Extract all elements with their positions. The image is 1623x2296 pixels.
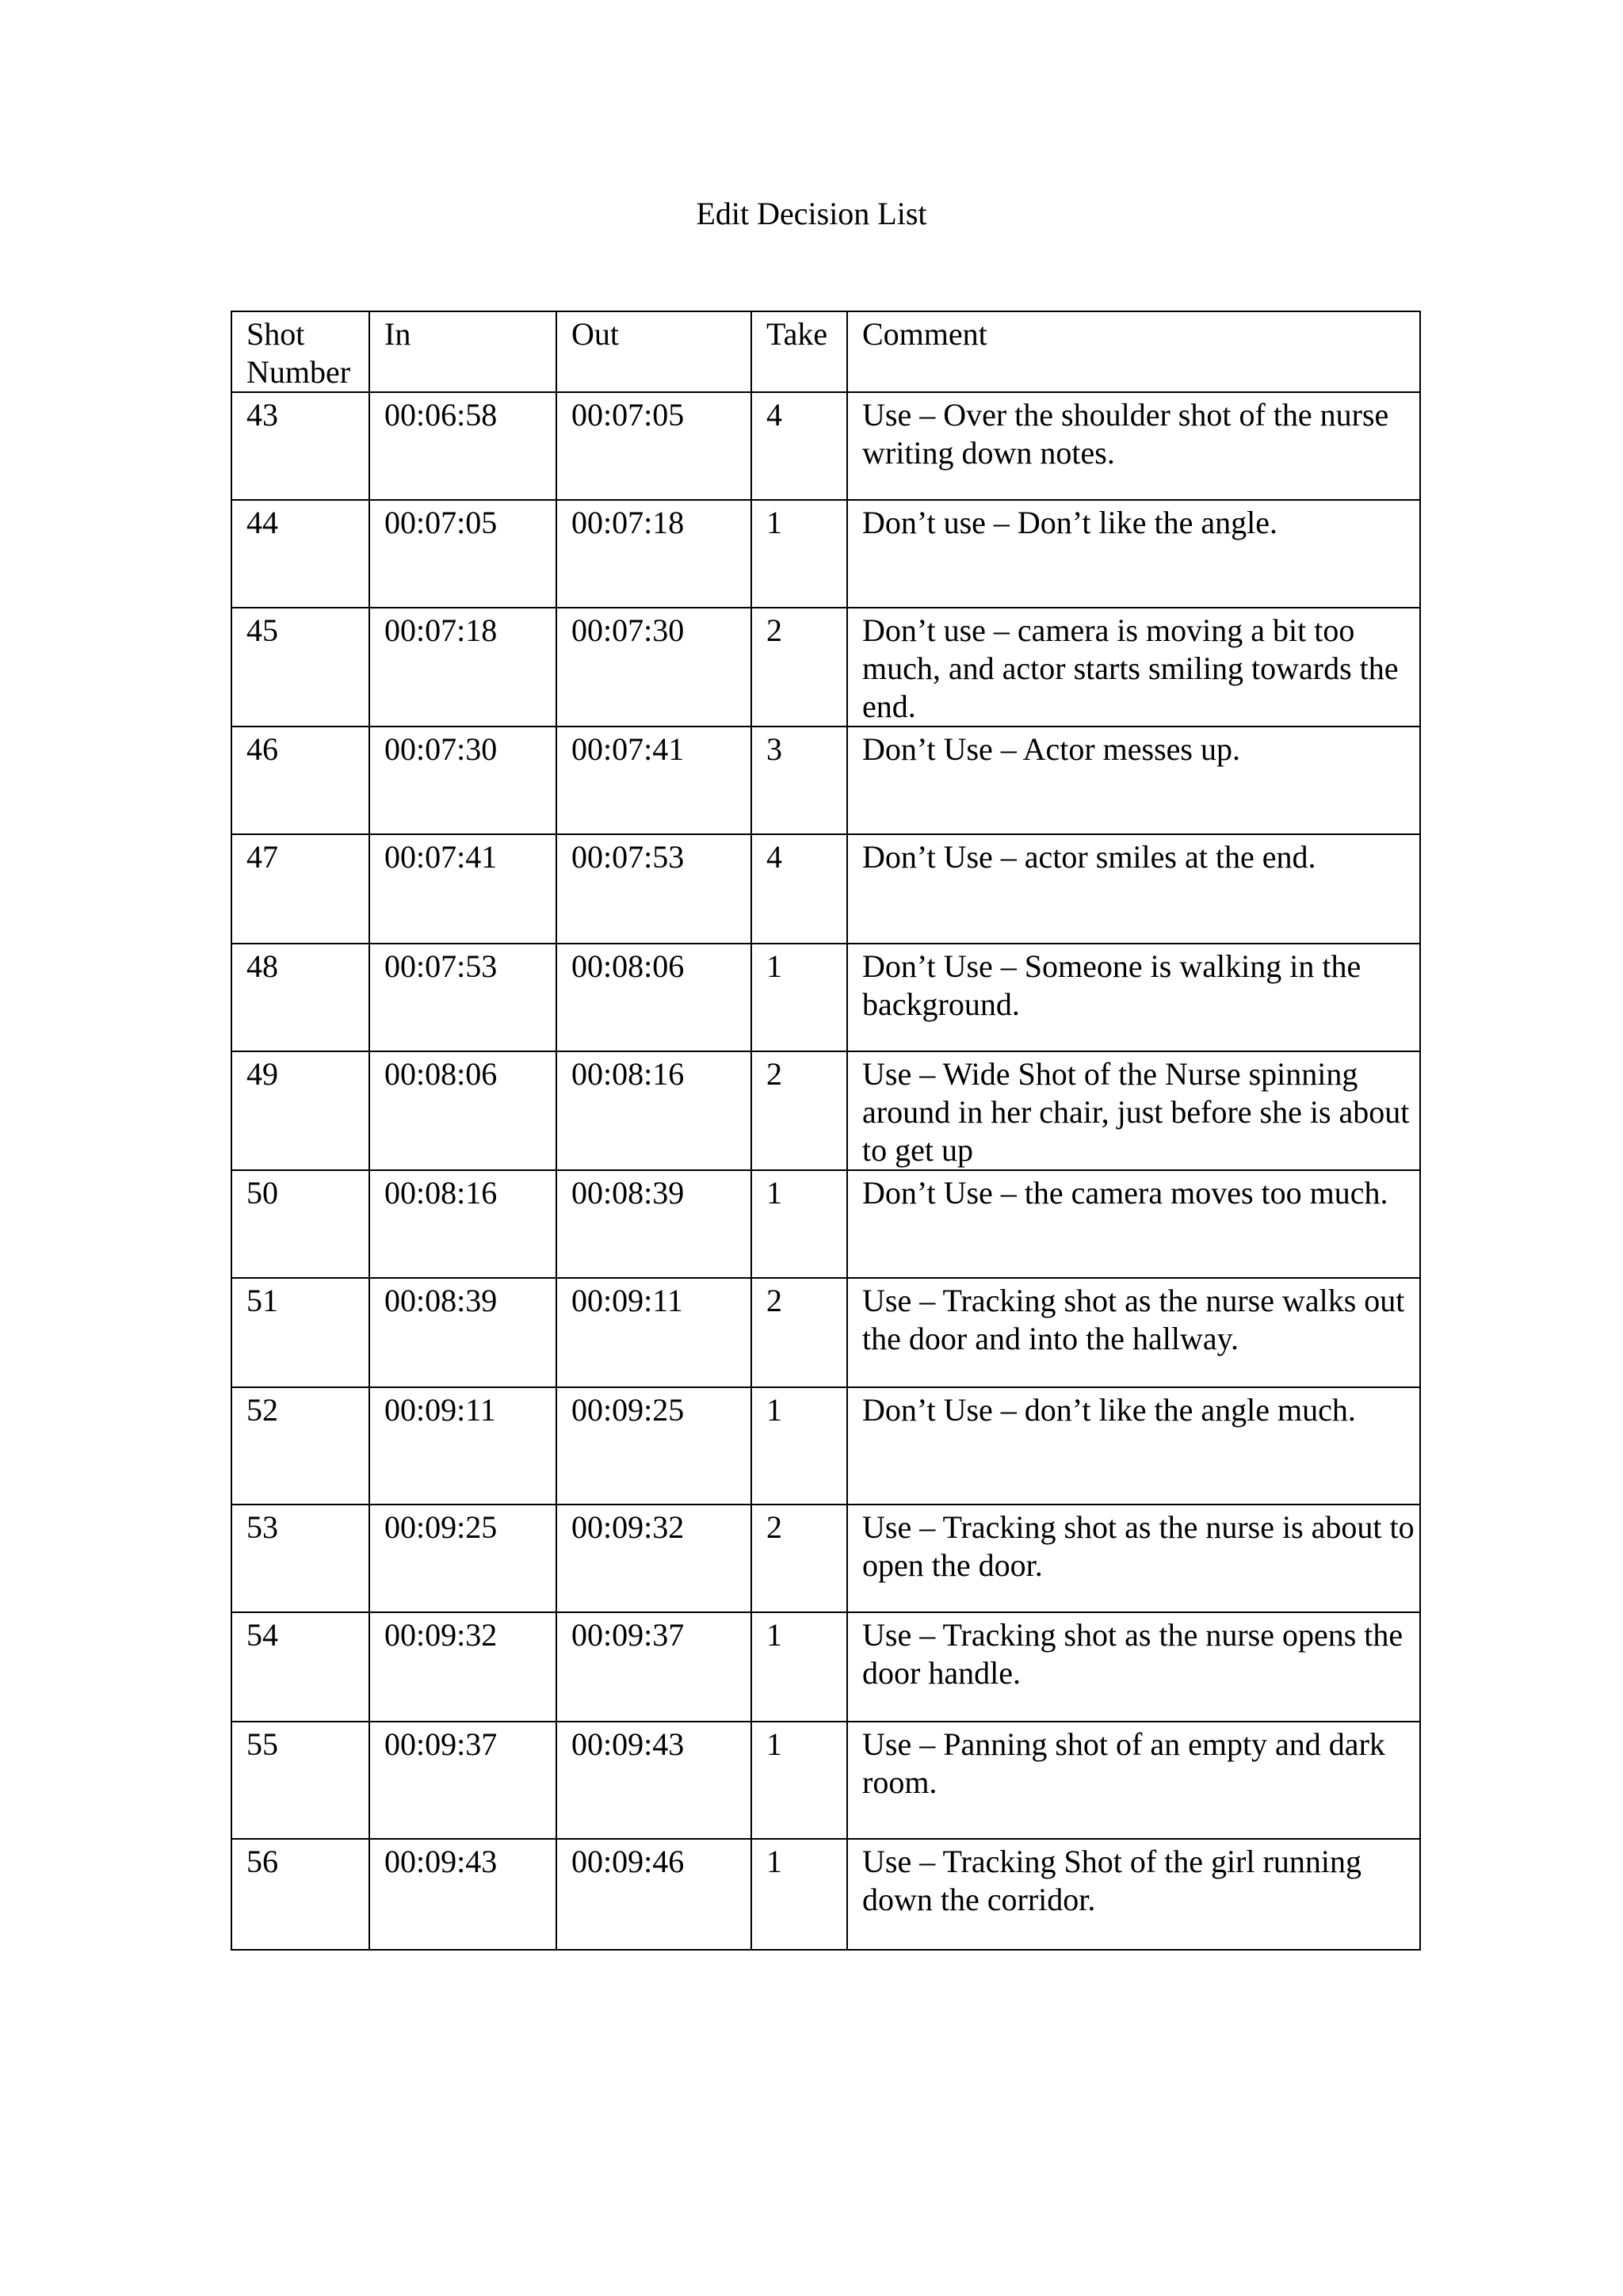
cell-out: 00:09:25 (556, 1387, 751, 1505)
cell-shot: 44 (231, 500, 369, 608)
cell-out: 00:09:37 (556, 1612, 751, 1722)
cell-shot: 47 (231, 834, 369, 944)
cell-comment: Don’t Use – don’t like the angle much. (847, 1387, 1420, 1505)
cell-take: 2 (751, 608, 847, 727)
table-row (231, 1278, 1420, 1387)
cell-in: 00:09:25 (369, 1505, 556, 1612)
cell-comment: Don’t Use – Someone is walking in the background. (847, 944, 1420, 1051)
cell-take: 1 (751, 1839, 847, 1950)
cell-out: 00:09:11 (556, 1278, 751, 1387)
table-row (231, 1722, 1420, 1839)
header-comment: Comment (847, 311, 1420, 392)
cell-comment: Use – Tracking Shot of the girl running down the corridor. (847, 1839, 1420, 1950)
cell-in: 00:09:43 (369, 1839, 556, 1950)
header-shot-number: Shot Number (231, 311, 369, 392)
cell-take: 1 (751, 1387, 847, 1505)
cell-comment: Use – Tracking shot as the nurse opens the door handle. (847, 1612, 1420, 1722)
cell-comment: Use – Tracking shot as the nurse is about to open the door. (847, 1505, 1420, 1612)
table-row (231, 608, 1420, 727)
cell-in: 00:07:05 (369, 500, 556, 608)
cell-shot: 46 (231, 727, 369, 834)
table-row (231, 1387, 1420, 1505)
cell-in: 00:09:11 (369, 1387, 556, 1505)
cell-out: 00:07:53 (556, 834, 751, 944)
cell-comment: Don’t Use – the camera moves too much. (847, 1170, 1420, 1278)
cell-comment: Don’t use – camera is moving a bit too much, and actor starts smiling towards the end. (847, 608, 1420, 727)
table-row (231, 500, 1420, 608)
cell-take: 2 (751, 1278, 847, 1387)
cell-out: 00:07:41 (556, 727, 751, 834)
cell-in: 00:08:39 (369, 1278, 556, 1387)
table-row (231, 1839, 1420, 1950)
cell-out: 00:07:30 (556, 608, 751, 727)
table-header-row (231, 311, 1420, 392)
cell-shot: 51 (231, 1278, 369, 1387)
header-in: In (369, 311, 556, 392)
cell-take: 1 (751, 1612, 847, 1722)
cell-take: 4 (751, 834, 847, 944)
cell-in: 00:07:53 (369, 944, 556, 1051)
cell-take: 1 (751, 1170, 847, 1278)
cell-comment: Use – Over the shoulder shot of the nurse writing down notes. (847, 392, 1420, 500)
cell-out: 00:07:05 (556, 392, 751, 500)
table-row (231, 834, 1420, 944)
cell-out: 00:07:18 (556, 500, 751, 608)
cell-shot: 48 (231, 944, 369, 1051)
cell-take: 2 (751, 1505, 847, 1612)
cell-shot: 53 (231, 1505, 369, 1612)
cell-comment: Don’t Use – actor smiles at the end. (847, 834, 1420, 944)
cell-shot: 50 (231, 1170, 369, 1278)
cell-shot: 55 (231, 1722, 369, 1839)
cell-take: 2 (751, 1051, 847, 1170)
cell-take: 4 (751, 392, 847, 500)
cell-take: 1 (751, 1722, 847, 1839)
cell-comment: Use – Panning shot of an empty and dark room. (847, 1722, 1420, 1839)
cell-shot: 54 (231, 1612, 369, 1722)
cell-out: 00:08:39 (556, 1170, 751, 1278)
cell-comment: Don’t Use – Actor messes up. (847, 727, 1420, 834)
cell-take: 3 (751, 727, 847, 834)
header-out: Out (556, 311, 751, 392)
header-take: Take (751, 311, 847, 392)
cell-in: 00:06:58 (369, 392, 556, 500)
edit-decision-table (231, 311, 1421, 1951)
cell-in: 00:07:30 (369, 727, 556, 834)
table-row (231, 727, 1420, 834)
cell-in: 00:07:18 (369, 608, 556, 727)
cell-in: 00:09:32 (369, 1612, 556, 1722)
cell-take: 1 (751, 944, 847, 1051)
cell-shot: 45 (231, 608, 369, 727)
cell-out: 00:08:06 (556, 944, 751, 1051)
cell-take: 1 (751, 500, 847, 608)
cell-in: 00:09:37 (369, 1722, 556, 1839)
cell-comment: Use – Tracking shot as the nurse walks out the door and into the hallway. (847, 1278, 1420, 1387)
cell-comment: Use – Wide Shot of the Nurse spinning around in her chair, just before she is about to get up (847, 1051, 1420, 1170)
cell-shot: 43 (231, 392, 369, 500)
table-row (231, 392, 1420, 500)
cell-out: 00:09:46 (556, 1839, 751, 1950)
table-row (231, 1051, 1420, 1170)
table-row (231, 944, 1420, 1051)
cell-in: 00:08:16 (369, 1170, 556, 1278)
cell-shot: 52 (231, 1387, 369, 1505)
cell-out: 00:09:43 (556, 1722, 751, 1839)
page-title: Edit Decision List (696, 196, 927, 231)
cell-in: 00:08:06 (369, 1051, 556, 1170)
table-row (231, 1612, 1420, 1722)
cell-comment: Don’t use – Don’t like the angle. (847, 500, 1420, 608)
cell-out: 00:09:32 (556, 1505, 751, 1612)
cell-out: 00:08:16 (556, 1051, 751, 1170)
cell-in: 00:07:41 (369, 834, 556, 944)
cell-shot: 56 (231, 1839, 369, 1950)
cell-shot: 49 (231, 1051, 369, 1170)
table-row (231, 1170, 1420, 1278)
table-row (231, 1505, 1420, 1612)
